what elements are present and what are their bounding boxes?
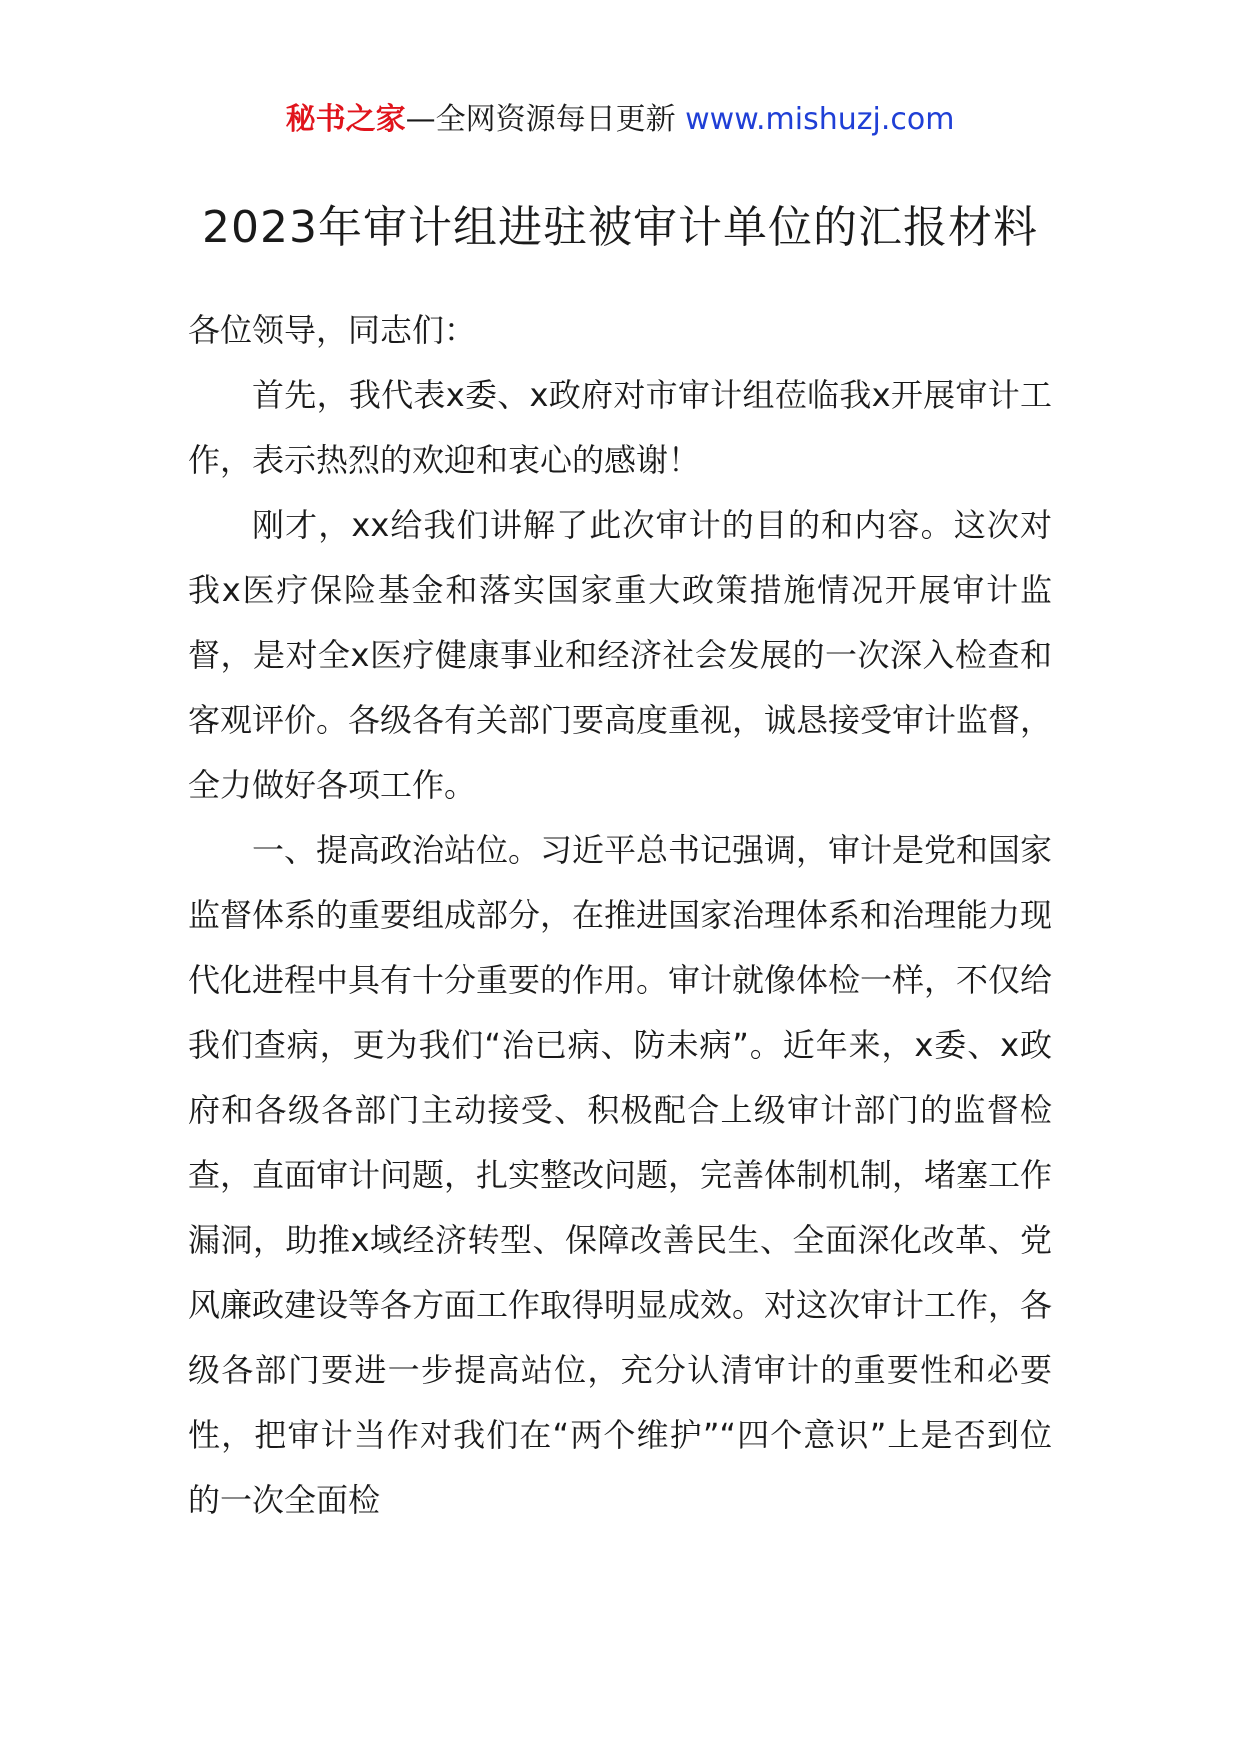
paragraph-opening: 首先，我代表x委、x政府对市审计组莅临我x开展审计工作，表示热烈的欢迎和衷心的感谢！ xyxy=(188,376,1052,479)
paragraph-political-stance: 一、提高政治站位。习近平总书记强调，审计是党和国家监督体系的重要组成部分，在推进国家治理体系和治理能力现代化进程中具有十分重要的作用。审计就像体检一样，不仅给我们查病，更为我们“治已病、防未病”。近年来，x委、x政府和各级各部门主动接受、积极配合上级审计部门的监督检查，直面审计问题，扎实整改问题，完善体制机制，堵塞工作漏洞，助推x域经济转型、保障改善民生、全面深化改革、党风廉政建设等各方面工作取得明显成效。对这次审计工作，各级各部门要进一步提高站位，充分认清审计的重要性和必要性，把审计当作对我们在“两个维护”“四个意识”上是否到位的一次全面检 xyxy=(188,831,1053,1519)
brand-name: 秘书之家 xyxy=(285,102,406,137)
header-tagline: —全网资源每日更新 xyxy=(405,102,676,137)
site-url-link[interactable]: www.mishuzj.com xyxy=(685,102,955,137)
document-body xyxy=(188,298,1052,1533)
document-title: 2023年审计组进驻被审计单位的汇报材料 xyxy=(202,202,1038,253)
salutation: 各位领导，同志们： xyxy=(188,311,477,349)
paragraph-audit-purpose: 刚才，xx给我们讲解了此次审计的目的和内容。这次对我x医疗保险基金和落实国家重大政策措施情况开展审计监督，是对全x医疗健康事业和经济社会发展的一次深入检查和客观评价。各级各有关部门要高度重视，诚恳接受审计监督，全力做好各项工作。 xyxy=(188,506,1053,804)
site-header xyxy=(0,100,1240,140)
